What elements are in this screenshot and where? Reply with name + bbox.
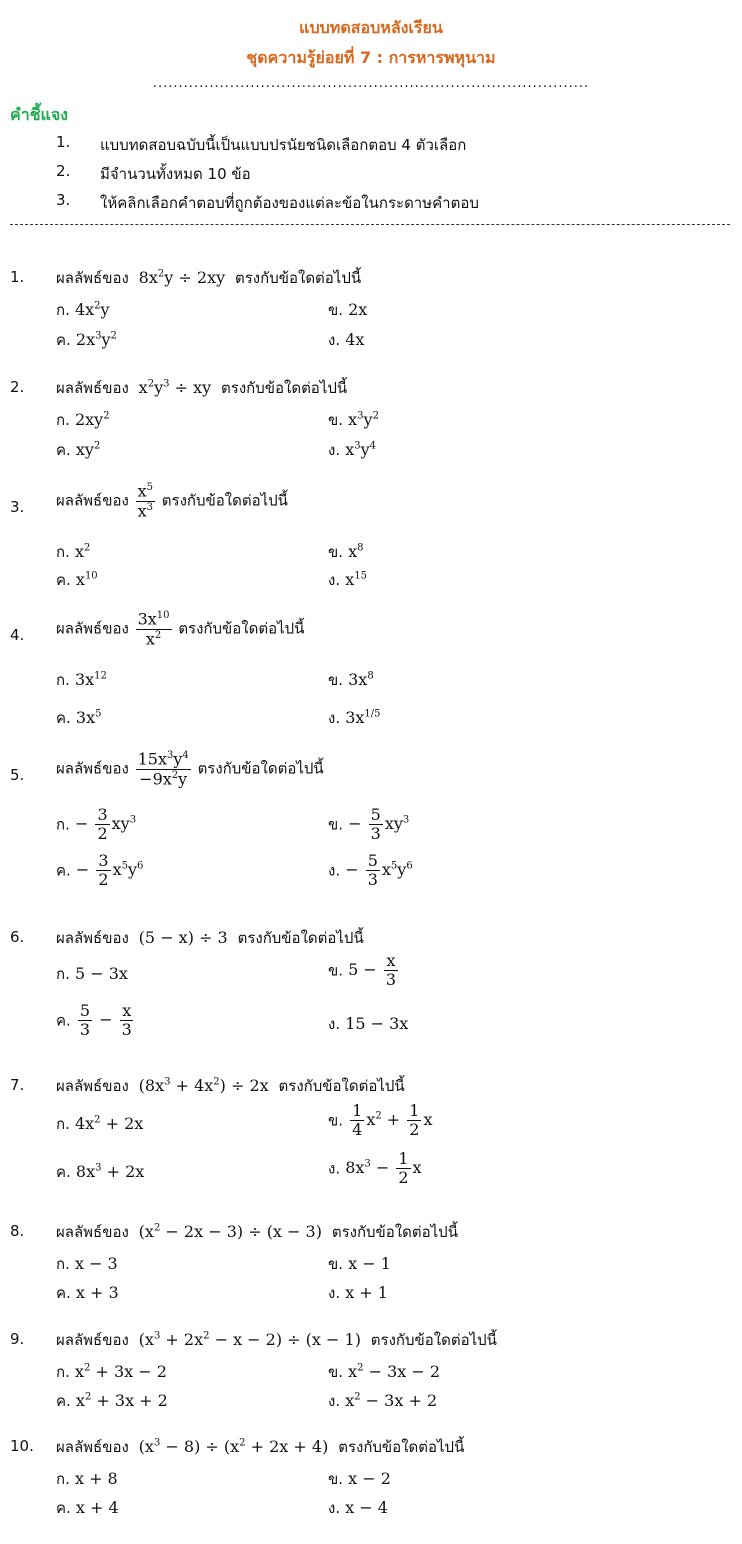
option-d[interactable]: ง. $x^2 - 3x + 2$	[328, 1391, 438, 1410]
option-a[interactable]: ก. − $\frac{3}{2}$ $xy^3$	[56, 805, 137, 844]
option-c[interactable]: ค. $x^2 + 3x + 2$	[56, 1391, 168, 1410]
instruction-text: ให้คลิกเลือกคำตอบที่ถูกต้องของแต่ละข้อในกระดาษคำตอบ	[100, 194, 479, 212]
option-b[interactable]: ข. $3x^8$	[328, 670, 374, 689]
instruction-text: แบบทดสอบฉบับนี้เป็นแบบปรนัยชนิดเลือกตอบ 4 ตัวเลือก	[100, 136, 467, 154]
option-b[interactable]: ข. 5 − $\frac{x}{3}$	[328, 951, 397, 990]
page-title: แบบทดสอบหลังเรียน	[299, 18, 443, 37]
option-a[interactable]: ก. $3x^{12}$	[56, 670, 107, 689]
option-c[interactable]: ค. $xy^2$	[56, 440, 101, 459]
question-text: ผลลัพธ์ของ $(x^2 - 2x - 3) \div (x - 3)$ ตรงกับข้อใดต่อไปนี้	[56, 1222, 458, 1241]
question-number: 8.	[10, 1222, 25, 1240]
option-d[interactable]: ง. 15 − 3x	[328, 1014, 409, 1033]
question-number: 1.	[10, 268, 25, 286]
option-d[interactable]: ง. 4x	[328, 330, 365, 349]
instruction-num: 3.	[56, 191, 71, 209]
question-text: ผลลัพธ์ของ (5 − x) ÷ 3 ตรงกับข้อใดต่อไปนี้	[56, 928, 364, 947]
option-b[interactable]: ข. − $\frac{5}{3}$ $xy^3$	[328, 805, 410, 844]
question-number: 2.	[10, 378, 25, 396]
option-c[interactable]: ค. $x^{10}$	[56, 570, 98, 589]
option-a[interactable]: ก. $4x^2y$	[56, 300, 110, 319]
instruction-num: 1.	[56, 133, 71, 151]
question-text: ผลลัพธ์ของ $x^2y^3$ ÷ xy ตรงกับข้อใดต่อไปนี้	[56, 378, 348, 397]
instruction-text: มีจำนวนทั้งหมด 10 ข้อ	[100, 165, 251, 183]
section-divider	[10, 224, 730, 225]
question-text: ผลลัพธ์ของ $\frac{15x^3y^4}{-9x^2y}$ ตรงกับข้อใดต่อไปนี้	[56, 749, 324, 789]
title-dots: .....................................................................................	[152, 76, 590, 91]
option-d[interactable]: ง. x − 4	[328, 1498, 388, 1517]
option-c[interactable]: ค. x + 3	[56, 1283, 119, 1302]
option-d[interactable]: ง. $x^{15}$	[328, 570, 367, 589]
question-number: 4.	[10, 626, 25, 644]
option-d[interactable]: ง. $8x^3$ − $\frac{1}{2}$ x	[328, 1149, 422, 1188]
option-a[interactable]: ก. $2xy^2$	[56, 410, 110, 429]
option-a[interactable]: ก. $4x^2 + 2x$	[56, 1114, 144, 1133]
question-number: 6.	[10, 928, 25, 946]
option-b[interactable]: ข. $x^3y^2$	[328, 410, 379, 429]
option-b[interactable]: ข. 2x	[328, 300, 368, 319]
option-d[interactable]: ง. $x^3y^4$	[328, 440, 377, 459]
question-text: ผลลัพธ์ของ $(x^3 - 8) \div (x^2 + 2x + 4)$ ตรงกับข้อใดต่อไปนี้	[56, 1437, 465, 1456]
option-c[interactable]: ค. $\frac{5}{3}$ − $\frac{x}{3}$	[56, 1001, 132, 1040]
question-number: 10.	[10, 1437, 34, 1455]
option-d[interactable]: ง. $3x^{1/5}$	[328, 708, 381, 727]
instruction-num: 2.	[56, 162, 71, 180]
option-a[interactable]: ก. x + 8	[56, 1469, 118, 1488]
question-number: 9.	[10, 1330, 25, 1348]
question-text: ผลลัพธ์ของ $(8x^3 + 4x^2) \div 2x$ ตรงกับข้อใดต่อไปนี้	[56, 1076, 405, 1095]
page-subtitle: ชุดความรู้ย่อยที่ 7 : การหารพหุนาม	[246, 48, 496, 67]
question-text: ผลลัพธ์ของ $\frac{x^5}{x^3}$ ตรงกับข้อใดต่อไปนี้	[56, 481, 288, 521]
question-number: 3.	[10, 498, 25, 516]
option-d[interactable]: ง. x + 1	[328, 1283, 388, 1302]
option-c[interactable]: ค. $2x^3y^2$	[56, 330, 117, 349]
question-text: ผลลัพธ์ของ $(x^3 + 2x^2 - x - 2) \div (x - 1)$ ตรงกับข้อใดต่อไปนี้	[56, 1330, 497, 1349]
question-number: 7.	[10, 1076, 25, 1094]
option-b[interactable]: ข. x − 1	[328, 1254, 391, 1273]
option-a[interactable]: ก. $x^2 + 3x - 2$	[56, 1362, 167, 1381]
option-b[interactable]: ข. $\frac{1}{4}$ $x^2$ + $\frac{1}{2}$ x	[328, 1101, 433, 1140]
option-c[interactable]: ค. x + 4	[56, 1498, 119, 1517]
option-d[interactable]: ง. − $\frac{5}{3}$ $x^5y^6$	[328, 851, 413, 890]
option-a[interactable]: ก. 5 − 3x	[56, 964, 128, 983]
option-b[interactable]: ข. $x^8$	[328, 542, 364, 561]
instructions-heading: คำชี้แจง	[10, 105, 69, 124]
question-number: 5.	[10, 766, 25, 784]
option-b[interactable]: ข. $x^2 - 3x - 2$	[328, 1362, 441, 1381]
option-c[interactable]: ค. − $\frac{3}{2}$ $x^5y^6$	[56, 851, 144, 890]
question-text: ผลลัพธ์ของ $\frac{3x^{10}}{x^2}$ ตรงกับข้อใดต่อไปนี้	[56, 609, 305, 649]
option-c[interactable]: ค. $3x^5$	[56, 708, 102, 727]
question-text: ผลลัพธ์ของ $8x^2y \div 2xy$ ตรงกับข้อใดต่อไปนี้	[56, 268, 362, 287]
option-a[interactable]: ก. x − 3	[56, 1254, 118, 1273]
option-c[interactable]: ค. $8x^3 + 2x$	[56, 1162, 145, 1181]
option-b[interactable]: ข. x − 2	[328, 1469, 391, 1488]
option-a[interactable]: ก. $x^2$	[56, 542, 91, 561]
